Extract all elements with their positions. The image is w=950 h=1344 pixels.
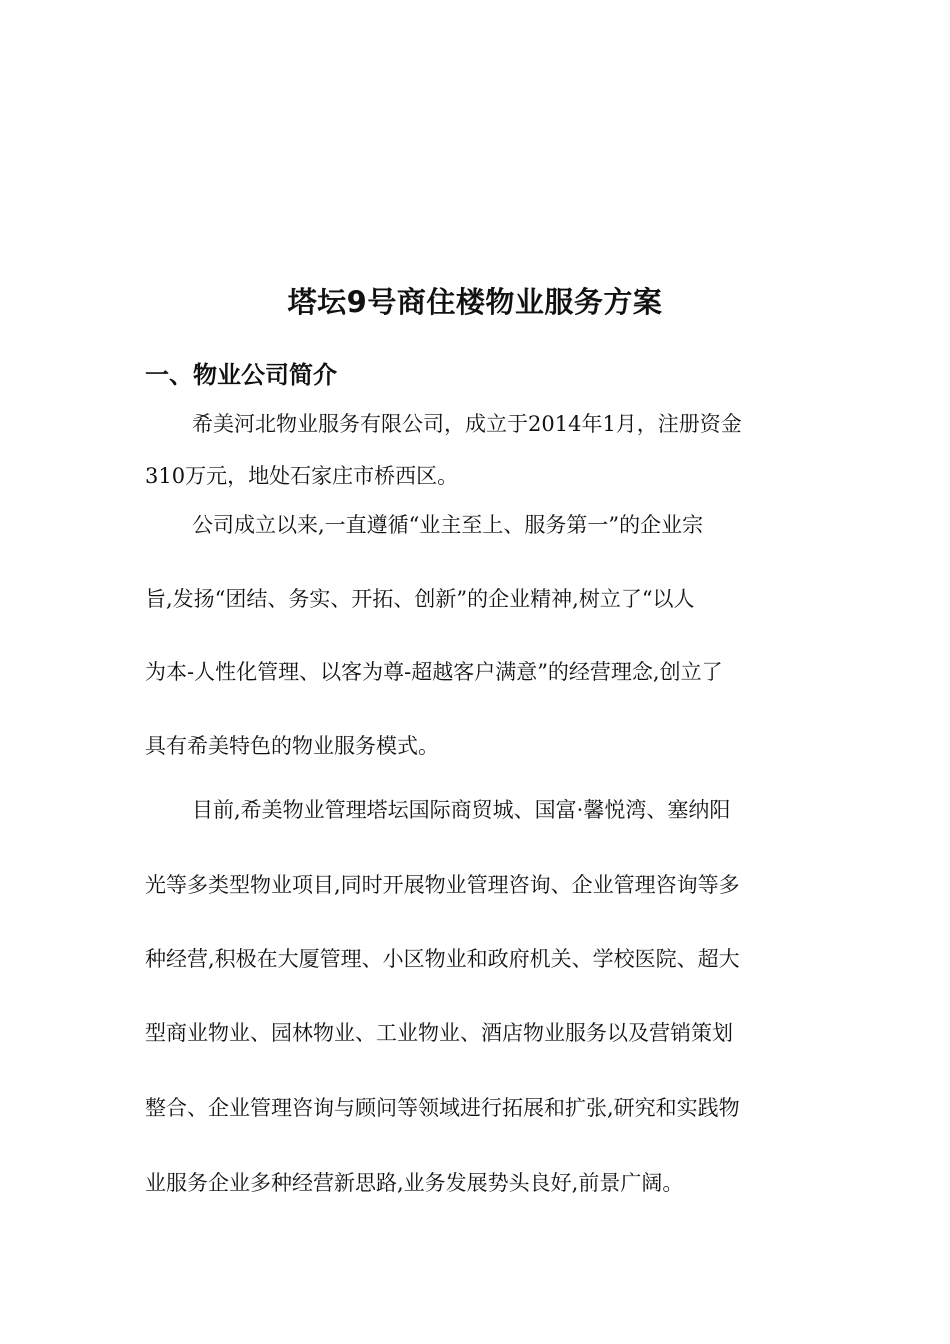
paragraph-line: 旨,发扬“团结、务实、开拓、创新”的企业精神,树立了“以人 (145, 587, 695, 611)
paragraph-line: 目前,希美物业管理塔坛国际商贸城、国富·馨悦湾、塞纳阳 (192, 798, 731, 822)
paragraph-line: 型商业物业、园林物业、工业物业、酒店物业服务以及营销策划 (145, 1021, 733, 1045)
paragraph-line: 公司成立以来,一直遵循“业主至上、服务第一”的企业宗 (192, 513, 704, 537)
paragraph-line: 光等多类型物业项目,同时开展物业管理咨询、企业管理咨询等多 (145, 873, 740, 897)
paragraph-line: 希美河北物业服务有限公司，成立于2014年1月，注册资金 (192, 412, 742, 436)
paragraph-line: 具有希美特色的物业服务模式。 (145, 734, 439, 758)
paragraph-line: 为本-人性化管理、以客为尊-超越客户满意”的经营理念,创立了 (145, 660, 723, 684)
paragraph-line: 310万元，地处石家庄市桥西区。 (145, 464, 459, 488)
document-title: 塔坛9号商住楼物业服务方案 (287, 285, 663, 319)
paragraph-line: 业服务企业多种经营新思路,业务发展势头良好,前景广阔。 (145, 1171, 684, 1195)
section-heading: 一、物业公司简介 (145, 361, 337, 389)
paragraph-line: 种经营,积极在大厦管理、小区物业和政府机关、学校医院、超大 (145, 947, 740, 971)
paragraph-line: 整合、企业管理咨询与顾问等领域进行拓展和扩张,研究和实践物 (145, 1096, 740, 1120)
